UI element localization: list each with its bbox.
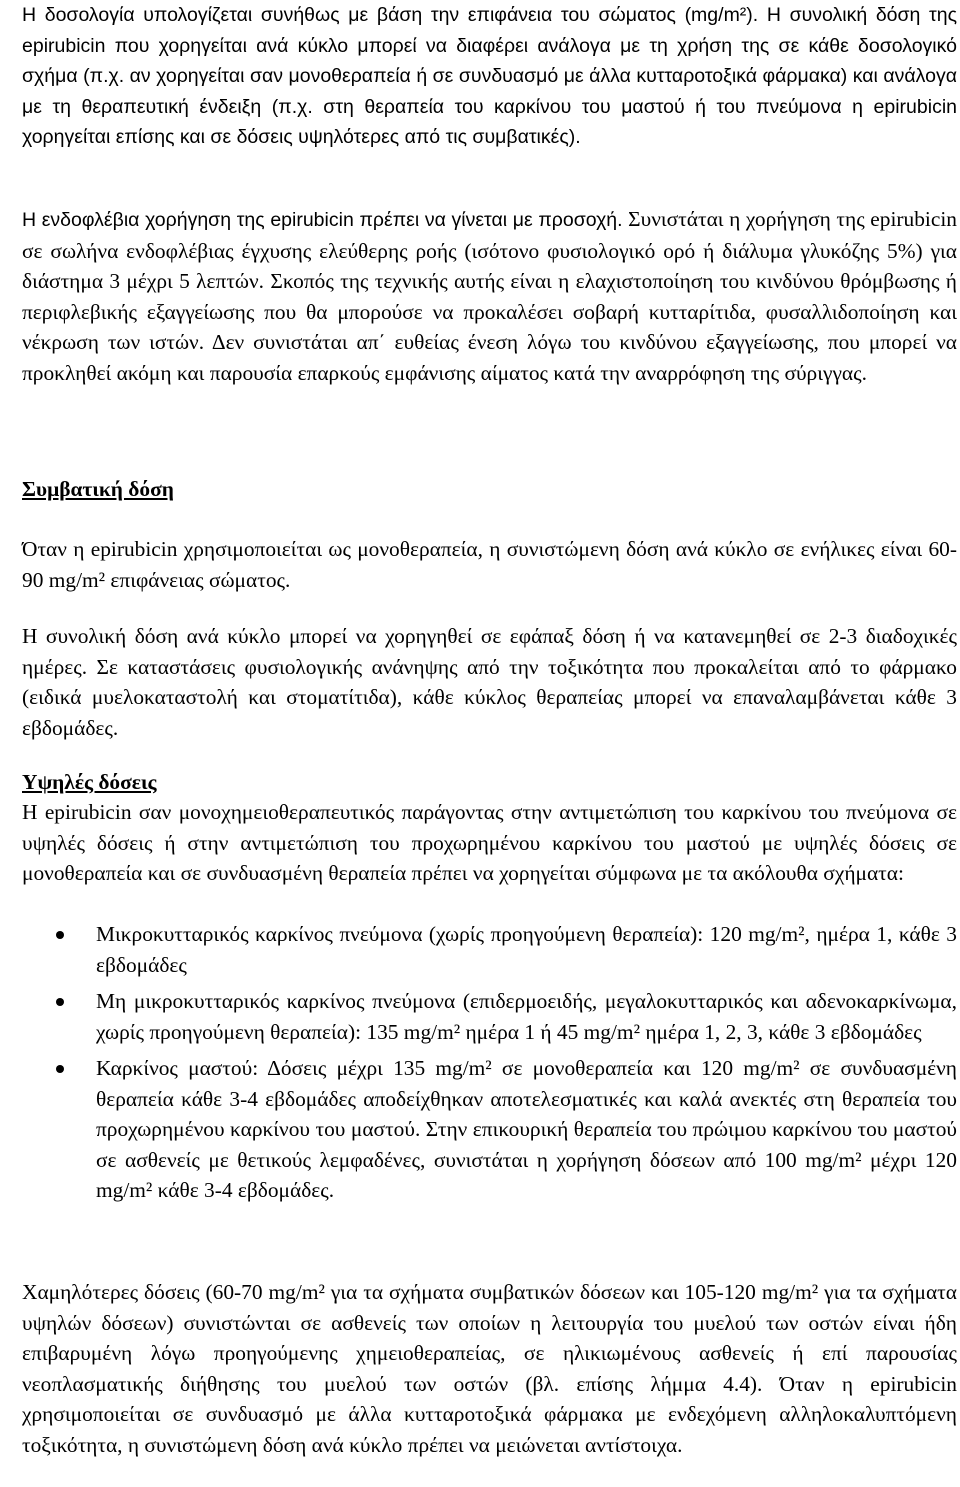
high-doses-regimens-list — [22, 919, 957, 1212]
conventional-dose-paragraph-2: Η συνολική δόση ανά κύκλο μπορεί να χορηγηθεί σε εφάπαξ δόση ή να κατανεμηθεί σε 2-3 διαδοχικές ημέρες. Σε καταστάσεις φυσιολογικής ανάνηψης από την τοξικότητα που προκαλείται από το φάρμακο (ειδικά μυελοκαταστολή και στοματίτιδα), κάθε κύκλος θεραπείας μπορεί να επαναλαμβάνεται κάθε 3 εβδομάδες. — [22, 624, 957, 740]
high-doses-paragraph: Η epirubicin σαν μονοχημειοθεραπευτικός παράγοντας στην αντιμετώπιση του καρκίνου του πνεύμονα σε υψηλές δόσεις ή στην αντιμετώπιση του προχωρημένου καρκίνου του μαστού με υψηλές δόσεις σε μονοθεραπεία και σε συνδυασμένη θεραπεία πρέπει να χορηγείται σύμφωνα με τα ακόλουθα σχήματα: — [22, 800, 957, 885]
list-item — [22, 986, 957, 1047]
conventional-dose-heading: Συμβατική δόση — [22, 477, 174, 501]
administration-body-text: Συνιστάται η χορήγηση της epirubicin σε σωλήνα ενδοφλέβιας έγχυσης ελεύθερης ροής (ισότονο φυσιολογικό ορό ή διάλυμα γλυκόζης 5%) για διάστημα 3 μέχρι 5 λεπτών. Σκοπός της τεχνικής αυτής είναι η ελαχιστοποίηση του κινδύνου θρόμβωσης ή περιφλεβικής εξαγγείωσης που θα μπορούσε να προκαλέσει σοβαρή κυτταρίτιδα, φυσαλλιδοποίηση και νέκρωση των ιστών. Δεν συνιστάται απ΄ ευθείας ένεση λόγω του κινδύνου εξαγγείωσης, που μπορεί να προκληθεί ακόμη και παρουσία επαρκούς εμφάνισης αίματος κατά την αναρρόφηση της σύριγγας. — [22, 207, 957, 385]
conventional-dose-paragraph-1: Όταν η epirubicin χρησιμοποιείται ως μονοθεραπεία, η συνιστώμενη δόση ανά κύκλο σε ενήλικες είναι 60-90 mg/m² επιφάνειας σώματος. — [22, 537, 957, 592]
list-item — [22, 1053, 957, 1206]
bullet-icon — [56, 998, 64, 1006]
bullet-icon — [56, 1065, 64, 1073]
high-doses-heading: Υψηλές δόσεις — [22, 770, 157, 794]
regimen-breast-cancer: Καρκίνος μαστού: Δόσεις μέχρι 135 mg/m² σε μονοθεραπεία και 120 mg/m² σε συνδυασμένη θεραπεία κάθε 3-4 εβδομάδες αποδείχθηκαν αποτελεσματικές και καλά ανεκτές στη θεραπεία του προχωρημένου καρκίνου του μαστού. Στην επικουρική θεραπεία του πρώιμου καρκίνου του μαστού σε ασθενείς με θετικούς λεμφαδένες, συνιστάται η χορήγηση δόσεων από 100 mg/m² μέχρι 120 mg/m² κάθε 3-4 εβδομάδες. — [96, 1056, 957, 1202]
list-item — [22, 919, 957, 980]
regimen-non-small-cell-lung: Μη μικροκυτταρικός καρκίνος πνεύμονα (επιδερμοειδής, μεγαλοκυτταρικός και αδενοκαρκίνωμα, χωρίς προηγούμενη θεραπεία): 135 mg/m² ημέρα 1 ή 45 mg/m² ημέρα 1, 2, 3, κάθε 3 εβδομάδες — [96, 989, 957, 1044]
administration-paragraph — [22, 204, 957, 388]
low-doses-paragraph: Χαμηλότερες δόσεις (60-70 mg/m² για τα σχήματα συμβατικών δόσεων και 105-120 mg/m² για τα σχήματα υψηλών δόσεων) συνιστώνται σε ασθενείς των οποίων η λειτουργία του μυελού των οστών είναι ήδη επιβαρυμένη λόγω προηγούμενης χημειοθεραπείας, σε ηλικιωμένους ασθενείς ή επί παρουσίας νεοπλασματικής διήθησης του μυελού των οστών (βλ. επίσης λήμμα 4.4). Όταν η epirubicin χρησιμοποιείται σε συνδυασμό με άλλα κυτταροτοξικά φάρμακα με ενδεχόμενη αλληλοκαλυπτόμενη τοξικότητα, η συνιστώμενη δόση ανά κύκλο πρέπει να μειώνεται αντίστοιχα. — [22, 1280, 957, 1457]
intro-paragraph: Η δοσολογία υπολογίζεται συνήθως με βάση την επιφάνεια του σώματος (mg/m²). Η συνολική δόση της epirubicin που χορηγείται ανά κύκλο μπορεί να διαφέρει ανάλογα με τη χρήση της σε κάθε δοσολογικό σχήμα (π.χ. αν χορηγείται σαν μονοθεραπεία ή σε συνδυασμό με άλλα κυτταροτοξικά φάρμακα) και ανάλογα με τη θεραπευτική ένδειξη (π.χ. στη θεραπεία του καρκίνου του μαστού ή του πνεύμονα η epirubicin χορηγείται επίσης και σε δόσεις υψηλότερες από τις συμβατικές). — [22, 4, 957, 149]
regimen-small-cell-lung: Μικροκυτταρικός καρκίνος πνεύμονα (χωρίς προηγούμενη θεραπεία): 120 mg/m², ημέρα 1, κάθε 3 εβδομάδες — [96, 922, 957, 977]
bullet-icon — [56, 931, 64, 939]
administration-lead-text: Η ενδοφλέβια χορήγηση της epirubicin πρέπει να γίνεται με προσοχή. — [22, 209, 623, 231]
